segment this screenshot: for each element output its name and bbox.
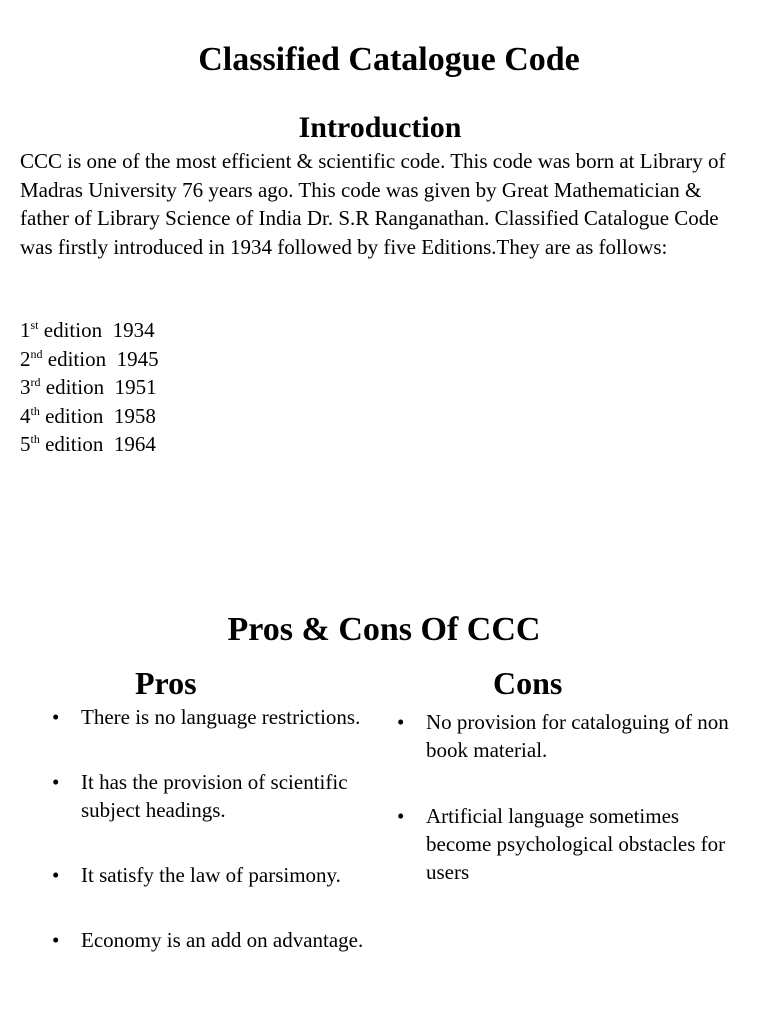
pros-heading: Pros — [135, 665, 197, 701]
bullet-icon: • — [52, 705, 60, 729]
edition-number: 5 — [20, 432, 31, 456]
section-heading-introduction: Introduction — [298, 111, 462, 144]
editions-list — [20, 316, 159, 459]
pros-list — [52, 703, 382, 991]
intro-paragraph: CCC is one of the most efficient & scientific code. This code was born at Library of Madras University 76 years ago. This code was given by Great Mathematician & father of Library Science of India Dr. S.R Ranganathan. Classified Catalogue Code was firstly introduced in 1934 followed by five Editions.They are as follows: — [20, 149, 726, 259]
cons-heading: Cons — [493, 665, 563, 701]
edition-item — [20, 316, 159, 345]
edition-suffix: st — [30, 318, 39, 332]
edition-suffix: th — [30, 403, 40, 418]
edition-year: 1934 — [112, 318, 155, 342]
pros-cons-title: Pros & Cons Of CCC — [227, 611, 541, 648]
edition-number: 4 — [20, 403, 31, 428]
edition-suffix: th — [30, 432, 40, 446]
edition-label: edition — [45, 403, 104, 428]
pros-item-text: It has the provision of scientific subject headings. — [81, 770, 348, 822]
edition-label: edition — [45, 432, 104, 456]
pros-item — [52, 703, 382, 731]
edition-suffix: rd — [30, 375, 41, 389]
edition-number: 1 — [20, 318, 31, 342]
cons-item — [397, 802, 737, 886]
edition-label: edition — [43, 318, 103, 342]
cons-list — [397, 708, 737, 924]
bullet-icon: • — [52, 928, 60, 952]
edition-year: 1964 — [113, 432, 156, 456]
bullet-icon: • — [397, 710, 405, 734]
edition-item — [20, 430, 159, 459]
cons-item-text: Artificial language sometimes become psychological obstacles for users — [426, 804, 726, 884]
edition-number: 2 — [20, 346, 31, 371]
cons-item — [397, 708, 737, 764]
edition-year: 1945 — [116, 346, 159, 371]
pros-item — [52, 768, 382, 824]
pros-item-text: It satisfy the law of parsimony. — [81, 863, 341, 887]
bullet-icon: • — [52, 770, 60, 794]
edition-year: 1951 — [114, 375, 157, 399]
edition-year: 1958 — [113, 403, 156, 428]
cons-item-text: No provision for cataloguing of non book material. — [426, 710, 729, 762]
edition-item — [20, 345, 159, 374]
edition-number: 3 — [20, 375, 31, 399]
edition-item — [20, 373, 159, 402]
page-title: Classified Catalogue Code — [198, 41, 580, 78]
edition-suffix: nd — [30, 346, 43, 361]
bullet-icon: • — [52, 863, 60, 887]
edition-label: edition — [45, 375, 105, 399]
edition-item — [20, 402, 159, 431]
pros-item-text: There is no language restrictions. — [81, 705, 361, 729]
bullet-icon: • — [397, 804, 405, 828]
pros-item — [52, 926, 382, 954]
pros-item — [52, 861, 382, 889]
pros-item-text: Economy is an add on advantage. — [81, 928, 364, 952]
edition-label: edition — [47, 346, 107, 371]
